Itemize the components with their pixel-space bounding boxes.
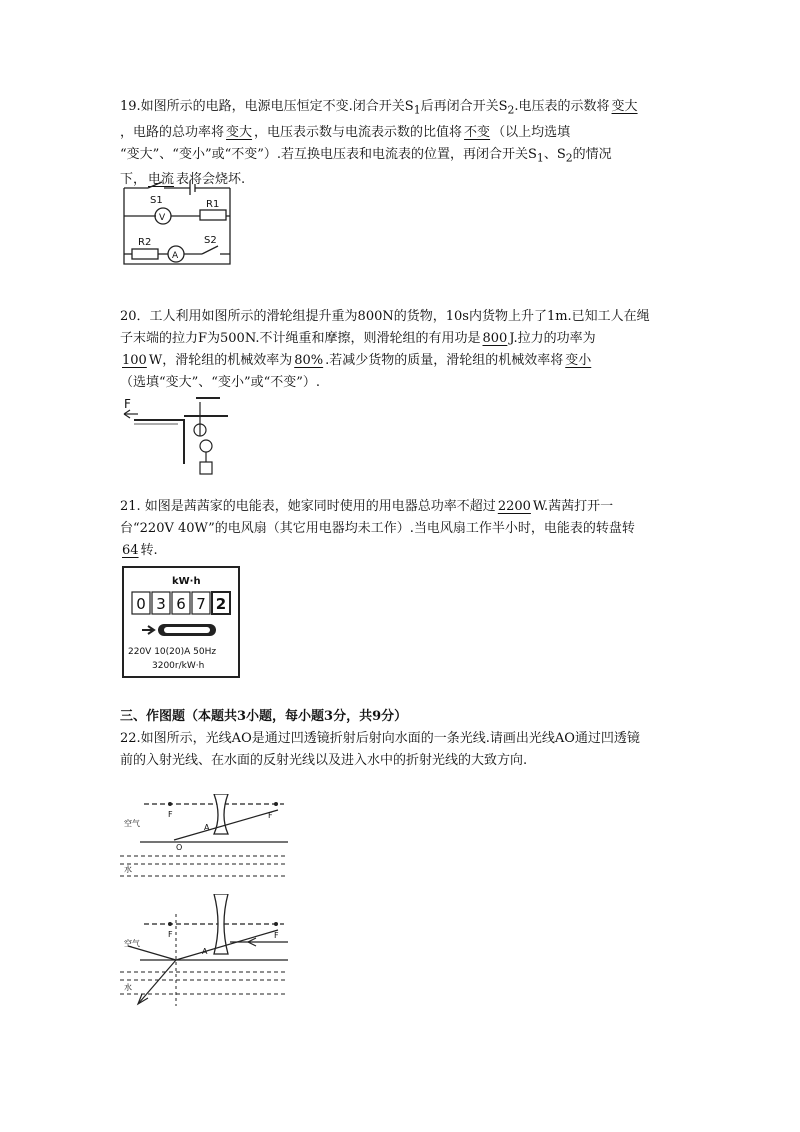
answer-blank: 800 — [482, 331, 508, 346]
answer-blank: 2200 — [497, 499, 531, 514]
switch-s1-label: S1 — [150, 195, 163, 206]
q20-line-3 — [120, 350, 690, 372]
question-21 — [120, 496, 690, 562]
meter-spec-2: 3200r/kW·h — [152, 661, 205, 671]
q21-text: 21. 如图是茜茜家的电能表，她家同时使用的用电器总功率不超过 — [120, 499, 496, 514]
resistor-r2-label: R2 — [138, 237, 152, 248]
switch-s2-label: S2 — [204, 235, 217, 246]
q20-line-4: （选填“变大”、“变小”或“不变”）. — [120, 375, 321, 390]
subscript: 1 — [536, 151, 544, 165]
meter-digit: 0 — [136, 595, 146, 613]
q20-line-2 — [120, 328, 690, 350]
answer-blank: 64 — [122, 543, 139, 558]
answer-blank: 80% — [294, 353, 324, 368]
q19-text: 、S — [543, 146, 566, 162]
focus-right-label: F — [268, 811, 273, 820]
q20-text: 子末端的拉力F为500N.不计绳重和摩擦，则滑轮组的有用功是 — [120, 331, 481, 346]
subscript: 2 — [565, 151, 573, 165]
ammeter-label: A — [172, 251, 179, 261]
subscript: 2 — [507, 103, 515, 117]
section-3-heading: 三、作图题（本题共3小题，每小题3分，共9分） — [120, 709, 408, 724]
q21-line-3 — [120, 540, 690, 562]
water-label: 水 — [124, 983, 132, 992]
q22-line-1: 22.如图所示，光线AO是通过凹透镜折射后射向水面的一条光线.请画出光线AO通过凹透镜 — [120, 731, 640, 746]
focus-right-label: F — [274, 931, 279, 940]
q21-line-1 — [120, 496, 690, 518]
air-label: 空气 — [124, 819, 140, 828]
focus-left-label: F — [168, 930, 173, 939]
q19-text: .电压表的示数将 — [514, 99, 610, 114]
force-label: F — [124, 397, 131, 411]
meter-digit: 6 — [176, 595, 186, 613]
answer-blank: 电流 — [148, 172, 175, 188]
q19-text: 后再闭合开关S — [420, 99, 508, 114]
q19-text: 表将会烧坏. — [176, 172, 246, 188]
lens-diagram-2 — [118, 894, 290, 1010]
point-a-label: A — [202, 947, 208, 956]
meter-digit: 7 — [196, 595, 206, 613]
q20-text: J.拉力的功率为 — [509, 331, 596, 346]
lens-diagram-1 — [118, 794, 290, 888]
answer-blank: 变大 — [226, 124, 253, 140]
answer-blank: 100 — [122, 353, 147, 368]
meter-spec-1: 220V 10(20)A 50Hz — [128, 647, 217, 657]
q19-line-1 — [120, 96, 690, 122]
q19-text: 的情况 — [572, 146, 612, 162]
q19-text: ，电压表示数与电流表示数的比值将 — [254, 124, 463, 140]
q20-text: .若减少货物的质量，滑轮组的机械效率将 — [325, 353, 564, 368]
answer-blank: 变大 — [611, 99, 638, 114]
q19-text: （以上均选填 — [492, 124, 571, 140]
meter-digit: 2 — [215, 595, 227, 613]
subscript: 1 — [413, 103, 421, 117]
q21-text: W.茜茜打开一 — [532, 499, 614, 514]
q19-text: ，电路的总功率将 — [120, 124, 225, 140]
q19-text: 下， — [120, 172, 147, 188]
circuit-diagram — [118, 180, 248, 270]
q20-line-1: 20．工人利用如图所示的滑轮组提升重为800N的货物，10s内货物上升了1m.已知工人在绳 — [120, 309, 650, 324]
q19-line-2 — [120, 122, 690, 144]
question-22 — [120, 728, 690, 772]
question-20 — [120, 306, 690, 394]
resistor-r1-label: R1 — [206, 199, 220, 210]
q21-line-2: 台“220V 40W”的电风扇（其它用电器均未工作）.当电风扇工作半小时，电能表的转盘转 — [120, 521, 635, 536]
electric-meter — [122, 566, 240, 678]
focus-left-label: F — [168, 810, 173, 819]
water-label: 水 — [124, 865, 132, 874]
answer-blank: 不变 — [464, 124, 491, 140]
q22-line-2: 前的入射光线、在水面的反射光线以及进入水中的折射光线的大致方向. — [120, 753, 528, 768]
voltmeter-label: V — [159, 213, 166, 223]
q20-text: W，滑轮组的机械效率为 — [148, 353, 293, 368]
q19-text: “变大”、“变小”或“不变”）.若互换电压表和电流表的位置，再闭合开关S — [120, 146, 537, 162]
point-o-label: O — [176, 843, 183, 852]
answer-blank: 变小 — [565, 353, 592, 368]
q19-line-3 — [120, 144, 690, 170]
air-label: 空气 — [124, 939, 140, 948]
q21-text: 转. — [140, 543, 158, 558]
point-a-label: A — [204, 823, 210, 832]
pulley-diagram — [120, 396, 230, 478]
meter-digit: 3 — [156, 595, 166, 613]
q19-text: 19.如图所示的电路，电源电压恒定不变.闭合开关S — [120, 99, 414, 114]
question-19 — [120, 96, 690, 191]
meter-unit: kW·h — [172, 576, 201, 587]
